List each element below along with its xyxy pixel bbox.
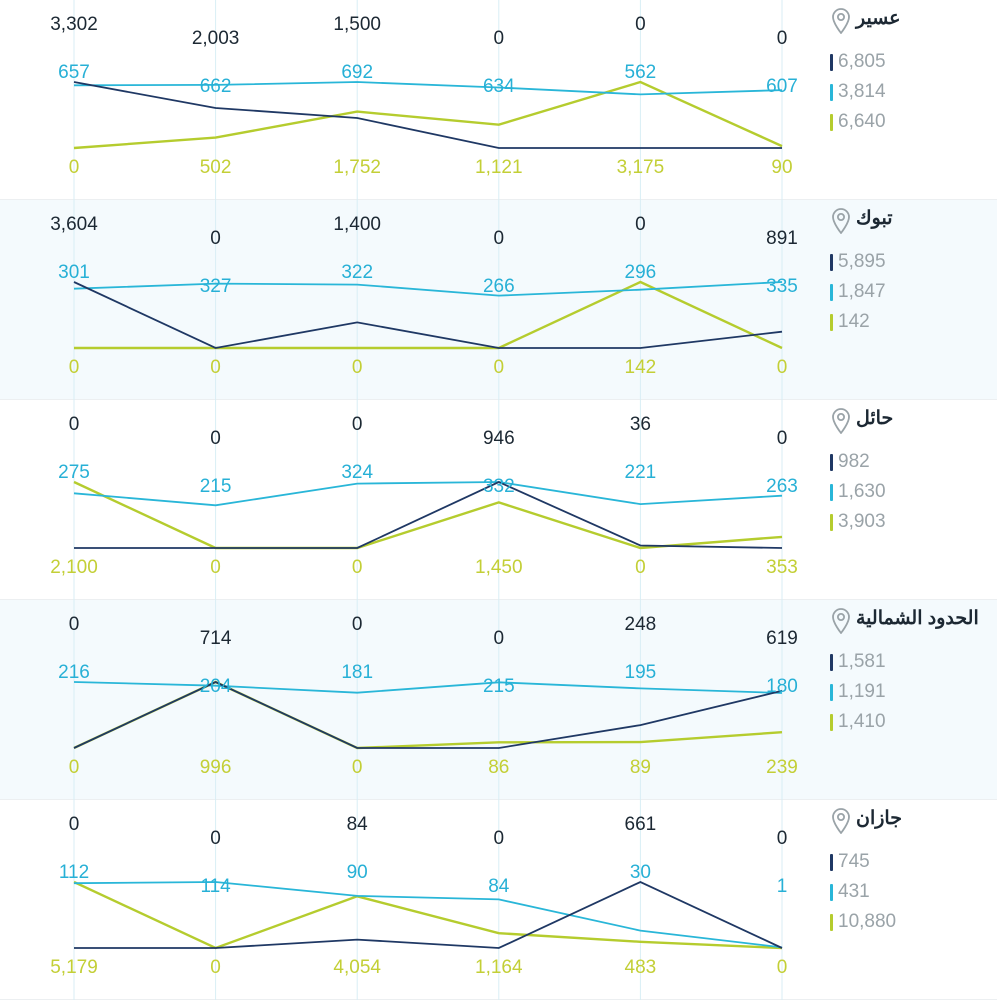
series-tick-dark xyxy=(830,654,833,671)
location-pin-icon xyxy=(830,208,852,239)
point-label-cyan: 266 xyxy=(482,276,515,297)
total-value: 6,805 xyxy=(838,51,886,72)
point-label-olive: 3,175 xyxy=(616,157,665,178)
point-label-olive: 0 xyxy=(68,357,80,378)
total-line xyxy=(830,707,983,737)
series-line-dark xyxy=(74,82,782,148)
series-tick-dark xyxy=(830,254,833,271)
series-line-dark xyxy=(74,282,782,348)
point-label-cyan: 263 xyxy=(766,476,798,497)
series-line-olive xyxy=(74,882,782,948)
series-tick-dark xyxy=(830,854,833,871)
series-tick-cyan xyxy=(830,284,833,301)
point-label-cyan: 692 xyxy=(341,62,374,83)
location-pin-icon xyxy=(830,408,852,439)
point-label-olive: 1,164 xyxy=(475,957,523,978)
point-label-cyan: 112 xyxy=(58,862,90,883)
region-totals xyxy=(830,847,989,937)
total-value: 1,847 xyxy=(838,281,886,302)
point-label-dark: 0 xyxy=(493,828,505,849)
point-label-dark: 0 xyxy=(68,814,80,835)
point-label-cyan: 90 xyxy=(346,862,368,883)
point-label-olive: 0 xyxy=(493,357,505,378)
total-line xyxy=(830,877,983,907)
point-label-dark: 36 xyxy=(629,414,651,435)
point-label-olive: 1,752 xyxy=(333,157,381,178)
total-line xyxy=(830,47,983,77)
point-label-olive: 0 xyxy=(351,557,363,578)
point-label-olive: 1,450 xyxy=(475,557,523,578)
total-value: 1,581 xyxy=(838,651,886,672)
point-label-cyan: 607 xyxy=(766,76,798,97)
total-value: 6,640 xyxy=(838,111,886,132)
point-label-cyan: 657 xyxy=(58,62,90,83)
point-label-olive: 2,100 xyxy=(50,557,98,578)
region-sparkline-chart xyxy=(0,0,830,200)
point-label-cyan: 662 xyxy=(199,76,232,97)
location-pin-icon xyxy=(830,808,852,839)
point-label-dark: 248 xyxy=(624,614,657,635)
point-label-cyan: 114 xyxy=(200,876,231,897)
point-label-olive: 483 xyxy=(624,957,657,978)
region-label-cell xyxy=(830,600,997,799)
point-label-dark: 0 xyxy=(210,228,221,249)
series-tick-cyan xyxy=(830,884,833,901)
total-line xyxy=(830,447,983,477)
region-name: حائل xyxy=(856,408,894,429)
region-panel[interactable] xyxy=(0,600,997,800)
point-label-olive: 0 xyxy=(351,757,363,778)
region-totals xyxy=(830,47,989,137)
series-tick-cyan xyxy=(830,84,833,101)
region-title xyxy=(830,608,989,639)
region-sparkline-chart xyxy=(0,400,830,600)
region-title xyxy=(830,408,989,439)
region-totals xyxy=(830,247,989,337)
point-label-dark: 0 xyxy=(776,828,788,849)
point-label-cyan: 322 xyxy=(341,262,374,283)
region-sparkline-chart xyxy=(0,600,830,800)
sparkline-svg xyxy=(0,200,830,400)
sparkline-svg xyxy=(0,0,830,200)
region-panel[interactable] xyxy=(0,400,997,600)
region-name: عسير xyxy=(856,8,901,29)
point-label-cyan: 634 xyxy=(482,76,515,97)
point-label-dark: 1,500 xyxy=(333,14,381,35)
series-line-dark xyxy=(74,482,782,548)
series-line-cyan xyxy=(74,282,782,296)
series-tick-dark xyxy=(830,54,833,71)
point-label-dark: 3,302 xyxy=(50,14,98,35)
point-label-olive: 0 xyxy=(68,157,80,178)
region-totals xyxy=(830,447,989,537)
total-value: 982 xyxy=(838,451,870,472)
total-line xyxy=(830,477,983,507)
total-value: 3,903 xyxy=(838,511,886,532)
series-line-cyan xyxy=(74,482,782,505)
point-label-dark: 0 xyxy=(493,228,505,249)
point-label-cyan: 1 xyxy=(776,876,788,897)
point-label-cyan: 335 xyxy=(766,276,798,297)
point-label-olive: 90 xyxy=(771,157,793,178)
point-label-cyan: 275 xyxy=(58,462,90,483)
location-pin-icon xyxy=(830,8,852,39)
series-tick-dark xyxy=(830,454,833,471)
point-label-cyan: 301 xyxy=(58,262,90,283)
point-label-olive: 0 xyxy=(776,957,788,978)
total-value: 431 xyxy=(838,881,870,902)
point-label-cyan: 84 xyxy=(488,876,510,897)
point-label-olive: 4,054 xyxy=(333,957,381,978)
point-label-olive: 0 xyxy=(210,557,221,578)
series-tick-olive xyxy=(830,714,833,731)
region-name: جازان xyxy=(856,808,902,829)
point-label-olive: 0 xyxy=(210,957,221,978)
region-label-cell xyxy=(830,200,997,399)
point-label-dark: 0 xyxy=(635,214,646,235)
point-label-olive: 1,121 xyxy=(475,157,523,178)
total-line xyxy=(830,307,983,337)
point-label-dark: 0 xyxy=(776,28,788,49)
series-line-olive xyxy=(74,82,782,148)
series-tick-cyan xyxy=(830,684,833,701)
series-line-cyan xyxy=(74,82,782,94)
point-label-cyan: 324 xyxy=(341,462,374,483)
sparkline-svg xyxy=(0,600,830,800)
point-label-dark: 0 xyxy=(351,614,363,635)
point-label-dark: 0 xyxy=(210,428,221,449)
point-label-cyan: 204 xyxy=(199,676,232,697)
point-label-olive: 0 xyxy=(635,557,646,578)
point-label-dark: 0 xyxy=(776,428,788,449)
series-line-dark xyxy=(74,682,782,748)
total-line xyxy=(830,77,983,107)
sparkline-svg xyxy=(0,400,830,600)
total-value: 5,895 xyxy=(838,251,886,272)
point-label-olive: 89 xyxy=(629,757,651,778)
region-name: تبوك xyxy=(856,208,893,229)
total-line xyxy=(830,247,983,277)
total-line xyxy=(830,277,983,307)
series-tick-olive xyxy=(830,114,833,131)
region-panel[interactable] xyxy=(0,200,997,400)
point-label-olive: 996 xyxy=(199,757,232,778)
region-totals xyxy=(830,647,989,737)
point-label-cyan: 195 xyxy=(624,662,657,683)
point-label-cyan: 332 xyxy=(482,476,515,497)
total-value: 142 xyxy=(838,311,870,332)
region-label-cell xyxy=(830,800,997,999)
point-label-dark: 0 xyxy=(210,828,221,849)
series-tick-olive xyxy=(830,914,833,931)
point-label-olive: 0 xyxy=(210,357,221,378)
point-label-olive: 0 xyxy=(776,357,788,378)
point-label-dark: 3,604 xyxy=(50,214,98,235)
region-title xyxy=(830,8,989,39)
total-line xyxy=(830,677,983,707)
point-label-cyan: 562 xyxy=(624,62,657,83)
point-label-cyan: 221 xyxy=(624,462,657,483)
point-label-dark: 619 xyxy=(766,628,798,649)
point-label-olive: 502 xyxy=(199,157,232,178)
point-label-olive: 239 xyxy=(766,757,798,778)
point-label-olive: 5,179 xyxy=(50,957,98,978)
series-line-cyan xyxy=(74,682,782,693)
region-name: الحدود الشمالية xyxy=(856,608,979,629)
point-label-dark: 714 xyxy=(199,628,232,649)
point-label-cyan: 327 xyxy=(199,276,232,297)
total-line xyxy=(830,907,983,937)
point-label-cyan: 215 xyxy=(482,676,515,697)
point-label-cyan: 216 xyxy=(58,662,90,683)
total-value: 745 xyxy=(838,851,870,872)
point-label-dark: 661 xyxy=(624,814,657,835)
location-pin-icon xyxy=(830,608,852,639)
region-sparkline-chart xyxy=(0,200,830,400)
series-line-olive xyxy=(74,682,782,748)
point-label-cyan: 30 xyxy=(629,862,651,883)
total-line xyxy=(830,647,983,677)
region-panel[interactable] xyxy=(0,800,997,1000)
series-tick-olive xyxy=(830,314,833,331)
total-value: 10,880 xyxy=(838,911,897,932)
point-label-dark: 84 xyxy=(346,814,368,835)
total-value: 3,814 xyxy=(838,81,886,102)
point-label-olive: 0 xyxy=(351,357,363,378)
point-label-cyan: 296 xyxy=(624,262,657,283)
series-line-olive xyxy=(74,282,782,348)
point-label-dark: 0 xyxy=(68,614,80,635)
total-value: 1,410 xyxy=(838,711,886,732)
region-title xyxy=(830,208,989,239)
point-label-dark: 0 xyxy=(493,28,505,49)
region-panel[interactable] xyxy=(0,0,997,200)
region-sparkline-chart xyxy=(0,800,830,1000)
point-label-olive: 142 xyxy=(624,357,657,378)
point-label-dark: 2,003 xyxy=(191,28,240,49)
point-label-dark: 0 xyxy=(635,14,646,35)
point-label-olive: 0 xyxy=(68,757,80,778)
total-line xyxy=(830,507,983,537)
region-label-cell xyxy=(830,0,997,199)
point-label-olive: 86 xyxy=(488,757,510,778)
total-value: 1,191 xyxy=(838,681,886,702)
point-label-dark: 946 xyxy=(482,428,515,449)
sparkline-svg xyxy=(0,800,830,1000)
point-label-dark: 1,400 xyxy=(333,214,381,235)
series-tick-cyan xyxy=(830,484,833,501)
total-value: 1,630 xyxy=(838,481,886,502)
point-label-cyan: 215 xyxy=(199,476,232,497)
series-tick-olive xyxy=(830,514,833,531)
region-label-cell xyxy=(830,400,997,599)
point-label-dark: 0 xyxy=(68,414,80,435)
point-label-dark: 891 xyxy=(766,228,798,249)
point-label-olive: 353 xyxy=(766,557,798,578)
total-line xyxy=(830,107,983,137)
point-label-cyan: 181 xyxy=(341,662,374,683)
total-line xyxy=(830,847,983,877)
region-title xyxy=(830,808,989,839)
point-label-dark: 0 xyxy=(493,628,505,649)
point-label-cyan: 180 xyxy=(766,676,798,697)
point-label-dark: 0 xyxy=(351,414,363,435)
